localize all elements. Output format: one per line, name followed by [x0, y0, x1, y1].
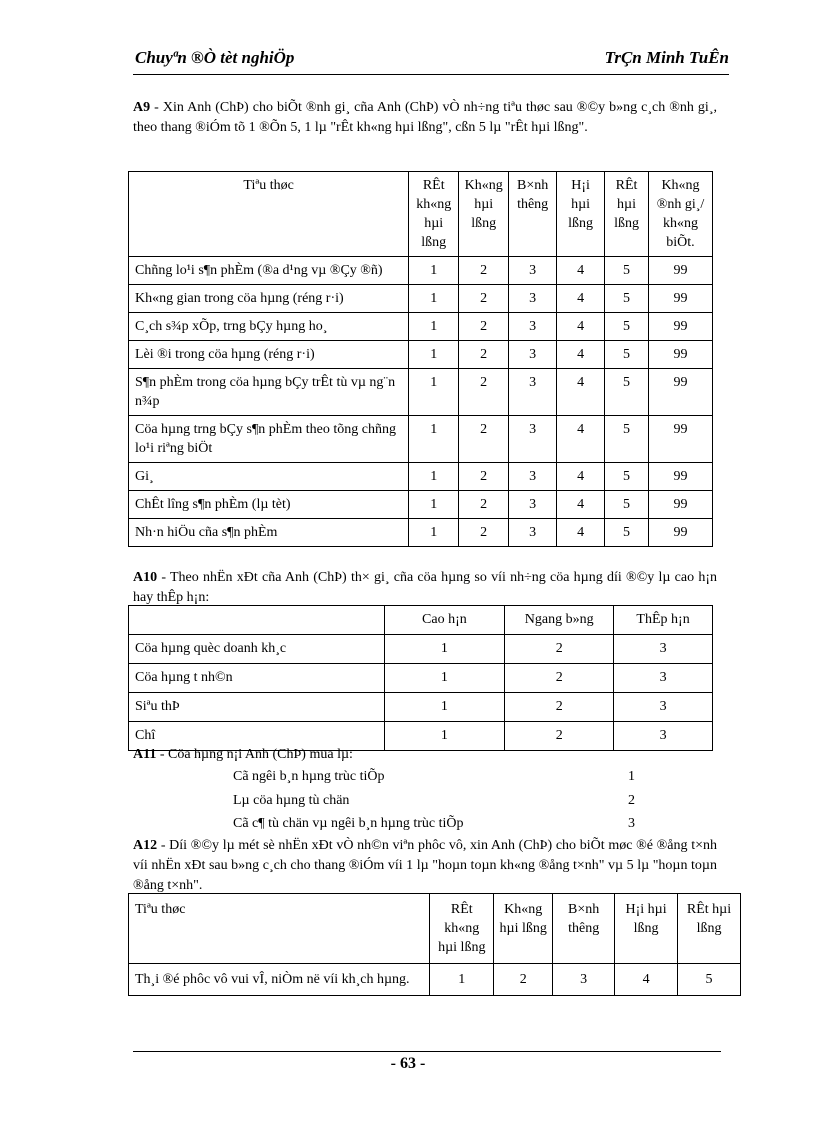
rating-cell: 5: [605, 341, 649, 369]
a9-rating-table: [128, 171, 713, 547]
rating-cell: 99: [649, 285, 713, 313]
rating-cell: 5: [678, 964, 741, 996]
rating-cell: 1: [384, 693, 505, 722]
rating-cell: 3: [509, 257, 557, 285]
rating-cell: 99: [649, 341, 713, 369]
rating-cell: 2: [459, 369, 509, 416]
rating-cell: 1: [409, 257, 459, 285]
rating-cell: 4: [557, 463, 605, 491]
rating-cell: 5: [605, 416, 649, 463]
row-label: Chñng lo¹i s¶n phÈm (®a d¹ng vµ ®Çy ®ñ): [129, 257, 409, 285]
rating-cell: 3: [509, 463, 557, 491]
rating-cell: 3: [614, 693, 713, 722]
column-header: Kh«ng hµi lßng: [459, 172, 509, 257]
table-header-row: [129, 172, 713, 257]
question-a11: [133, 745, 717, 765]
rating-cell: 1: [409, 313, 459, 341]
rating-cell: 2: [459, 257, 509, 285]
row-label: Gi¸: [129, 463, 409, 491]
rating-cell: 4: [557, 369, 605, 416]
table-row: [129, 664, 713, 693]
column-header: Kh«ng ®nh gi¸/ kh«ng biÕt.: [649, 172, 713, 257]
row-label: ChÊt lîng s¶n phÈm (lµ tèt): [129, 491, 409, 519]
rating-cell: 5: [605, 369, 649, 416]
question-a10-label: A10: [133, 570, 158, 585]
a11-option-text: Cã c¶ tù chän vµ ngêi b¸n hµng trùc tiÕp: [233, 816, 464, 831]
rating-cell: 3: [509, 519, 557, 547]
rating-cell: 4: [557, 416, 605, 463]
column-header: H¡i hµi lßng: [615, 894, 678, 964]
rating-cell: 99: [649, 369, 713, 416]
rating-cell: 1: [384, 664, 505, 693]
table-row: [129, 341, 713, 369]
table-row: [129, 369, 713, 416]
rating-cell: 99: [649, 491, 713, 519]
header-title: Chuyªn ®Ò tèt nghiÖp: [135, 48, 295, 67]
column-header: RÊt hµi lßng: [605, 172, 649, 257]
row-label: Cöa hµng trng bÇy s¶n phÈm theo tõng chñng lo¹i riªng biÖt: [129, 416, 409, 463]
question-a9-label: A9: [133, 100, 151, 115]
rating-cell: 2: [459, 463, 509, 491]
row-label: Th¸i ®é phôc vô vui vÎ, niÒm në víi kh¸ch hµng.: [129, 964, 430, 996]
column-header: Cao h¡n: [384, 606, 505, 635]
rating-cell: 2: [459, 491, 509, 519]
rating-cell: 1: [409, 463, 459, 491]
column-header: ThÊp h¡n: [614, 606, 713, 635]
rating-cell: 5: [605, 463, 649, 491]
column-header: Tiªu thøc: [129, 894, 430, 964]
rating-cell: 3: [509, 369, 557, 416]
rating-cell: 4: [557, 257, 605, 285]
table-row: [129, 285, 713, 313]
table-row: [129, 491, 713, 519]
rating-cell: 3: [614, 664, 713, 693]
rating-cell: 1: [409, 491, 459, 519]
rating-cell: 1: [409, 369, 459, 416]
column-header: B×nh thêng: [553, 894, 615, 964]
rating-cell: 4: [557, 313, 605, 341]
rating-cell: 4: [557, 285, 605, 313]
rating-cell: 4: [557, 519, 605, 547]
header-author: TrÇn Minh TuÊn: [604, 48, 729, 67]
table-row: [129, 416, 713, 463]
rating-cell: 3: [509, 491, 557, 519]
rating-cell: 99: [649, 463, 713, 491]
rating-cell: 1: [409, 416, 459, 463]
column-header: Kh«ng hµi lßng: [494, 894, 553, 964]
table-header-row: [129, 894, 741, 964]
footer-rule: [133, 1051, 721, 1052]
page-number: - 63 -: [390, 1055, 426, 1072]
row-label: Chî: [129, 722, 385, 751]
rating-cell: 2: [459, 313, 509, 341]
rating-cell: 1: [409, 519, 459, 547]
column-header: Tiªu thøc: [129, 172, 409, 257]
row-label: Nh·n hiÖu cña s¶n phÈm: [129, 519, 409, 547]
rating-cell: 5: [605, 285, 649, 313]
rating-cell: 2: [459, 341, 509, 369]
column-header: RÊt kh«ng hµi lßng: [430, 894, 494, 964]
rating-cell: 5: [605, 257, 649, 285]
rating-cell: 5: [605, 313, 649, 341]
question-a10: [133, 568, 717, 608]
rating-cell: 2: [459, 416, 509, 463]
rating-cell: 3: [509, 285, 557, 313]
table-row: [129, 635, 713, 664]
rating-cell: 99: [649, 519, 713, 547]
a11-option-code: 3: [628, 816, 635, 831]
rating-cell: 3: [614, 635, 713, 664]
table-row: [129, 693, 713, 722]
rating-cell: 3: [509, 313, 557, 341]
question-a11-label: A11: [133, 747, 157, 762]
rating-cell: 3: [614, 722, 713, 751]
row-label: S¶n phÈm trong cöa hµng bÇy trÊt tù vµ ng¨n n¾p: [129, 369, 409, 416]
rating-cell: 1: [409, 285, 459, 313]
rating-cell: 4: [615, 964, 678, 996]
row-label: Kh«ng gian trong cöa hµng (réng r·i): [129, 285, 409, 313]
running-header: [133, 48, 729, 75]
row-label: Cöa hµng quèc doanh kh¸c: [129, 635, 385, 664]
rating-cell: 3: [509, 416, 557, 463]
question-a12: [133, 836, 717, 896]
rating-cell: 2: [505, 664, 614, 693]
column-header: H¡i hµi lßng: [557, 172, 605, 257]
column-header: RÊt kh«ng hµi lßng: [409, 172, 459, 257]
question-a10-text: - Theo nhËn xÐt cña Anh (ChÞ) th× gi¸ cña cöa hµng so víi nh÷ng cöa hµng díi ®©y lµ cao h¡n hay thÊp h¡n:: [133, 570, 717, 605]
table-row: [129, 964, 741, 996]
column-header: B×nh thêng: [509, 172, 557, 257]
row-label: C¸ch s¾p xÕp, trng bÇy hµng ho¸: [129, 313, 409, 341]
rating-cell: 2: [505, 635, 614, 664]
table-row: [129, 519, 713, 547]
table-row: [129, 463, 713, 491]
rating-cell: 1: [384, 722, 505, 751]
table-row: [129, 313, 713, 341]
a12-staff-rating-table: [128, 893, 741, 996]
question-a9: [133, 98, 717, 138]
row-label: Lèi ®i trong cöa hµng (réng r·i): [129, 341, 409, 369]
rating-cell: 1: [409, 341, 459, 369]
rating-cell: 1: [384, 635, 505, 664]
question-a12-text: - Díi ®©y lµ mét sè nhËn xÐt vÒ nh©n viªn phôc vô, xin Anh (ChÞ) cho biÕt møc ®é ®ång t×nh víi nhËn xÐt sau b»ng c¸ch cho thang ®iÓm víi 1 lµ "hoµn toµn kh«ng ®ång t×nh" vµ 5 lµ "hoµn toµn ®ång t×nh".: [133, 838, 717, 893]
rating-cell: 4: [557, 491, 605, 519]
a10-price-comparison-table: [128, 605, 713, 751]
a11-option-text: Cã ngêi b¸n hµng trùc tiÕp: [233, 769, 385, 784]
question-a11-text: - Cöa hµng n¡i Anh (ChÞ) mua lµ:: [156, 747, 353, 762]
rating-cell: 2: [505, 693, 614, 722]
a11-option-text: Lµ cöa hµng tù chän: [233, 793, 350, 808]
rating-cell: 3: [509, 341, 557, 369]
rating-cell: 2: [459, 285, 509, 313]
question-a12-label: A12: [133, 838, 158, 853]
table-header-row: [129, 606, 713, 635]
rating-cell: 1: [430, 964, 494, 996]
column-header: [129, 606, 385, 635]
row-label: Cöa hµng t nh©n: [129, 664, 385, 693]
rating-cell: 4: [557, 341, 605, 369]
row-label: Siªu thÞ: [129, 693, 385, 722]
column-header: Ngang b»ng: [505, 606, 614, 635]
rating-cell: 3: [553, 964, 615, 996]
rating-cell: 2: [459, 519, 509, 547]
question-a9-text: - Xin Anh (ChÞ) cho biÕt ®nh gi¸ cña Anh (ChÞ) vÒ nh÷ng tiªu thøc sau ®©y b»ng c¸ch ®nh gi¸, theo thang ®iÓm tõ 1 ®Õn 5, 1 lµ "rÊt kh«ng hµi lßng", cßn 5 lµ "rÊt hµi lßng".: [133, 100, 717, 135]
a11-option-code: 1: [628, 769, 635, 784]
rating-cell: 5: [605, 491, 649, 519]
rating-cell: 99: [649, 313, 713, 341]
rating-cell: 2: [505, 722, 614, 751]
rating-cell: 99: [649, 416, 713, 463]
table-row: [129, 257, 713, 285]
a11-option-code: 2: [628, 793, 635, 808]
rating-cell: 2: [494, 964, 553, 996]
column-header: RÊt hµi lßng: [678, 894, 741, 964]
rating-cell: 99: [649, 257, 713, 285]
rating-cell: 5: [605, 519, 649, 547]
